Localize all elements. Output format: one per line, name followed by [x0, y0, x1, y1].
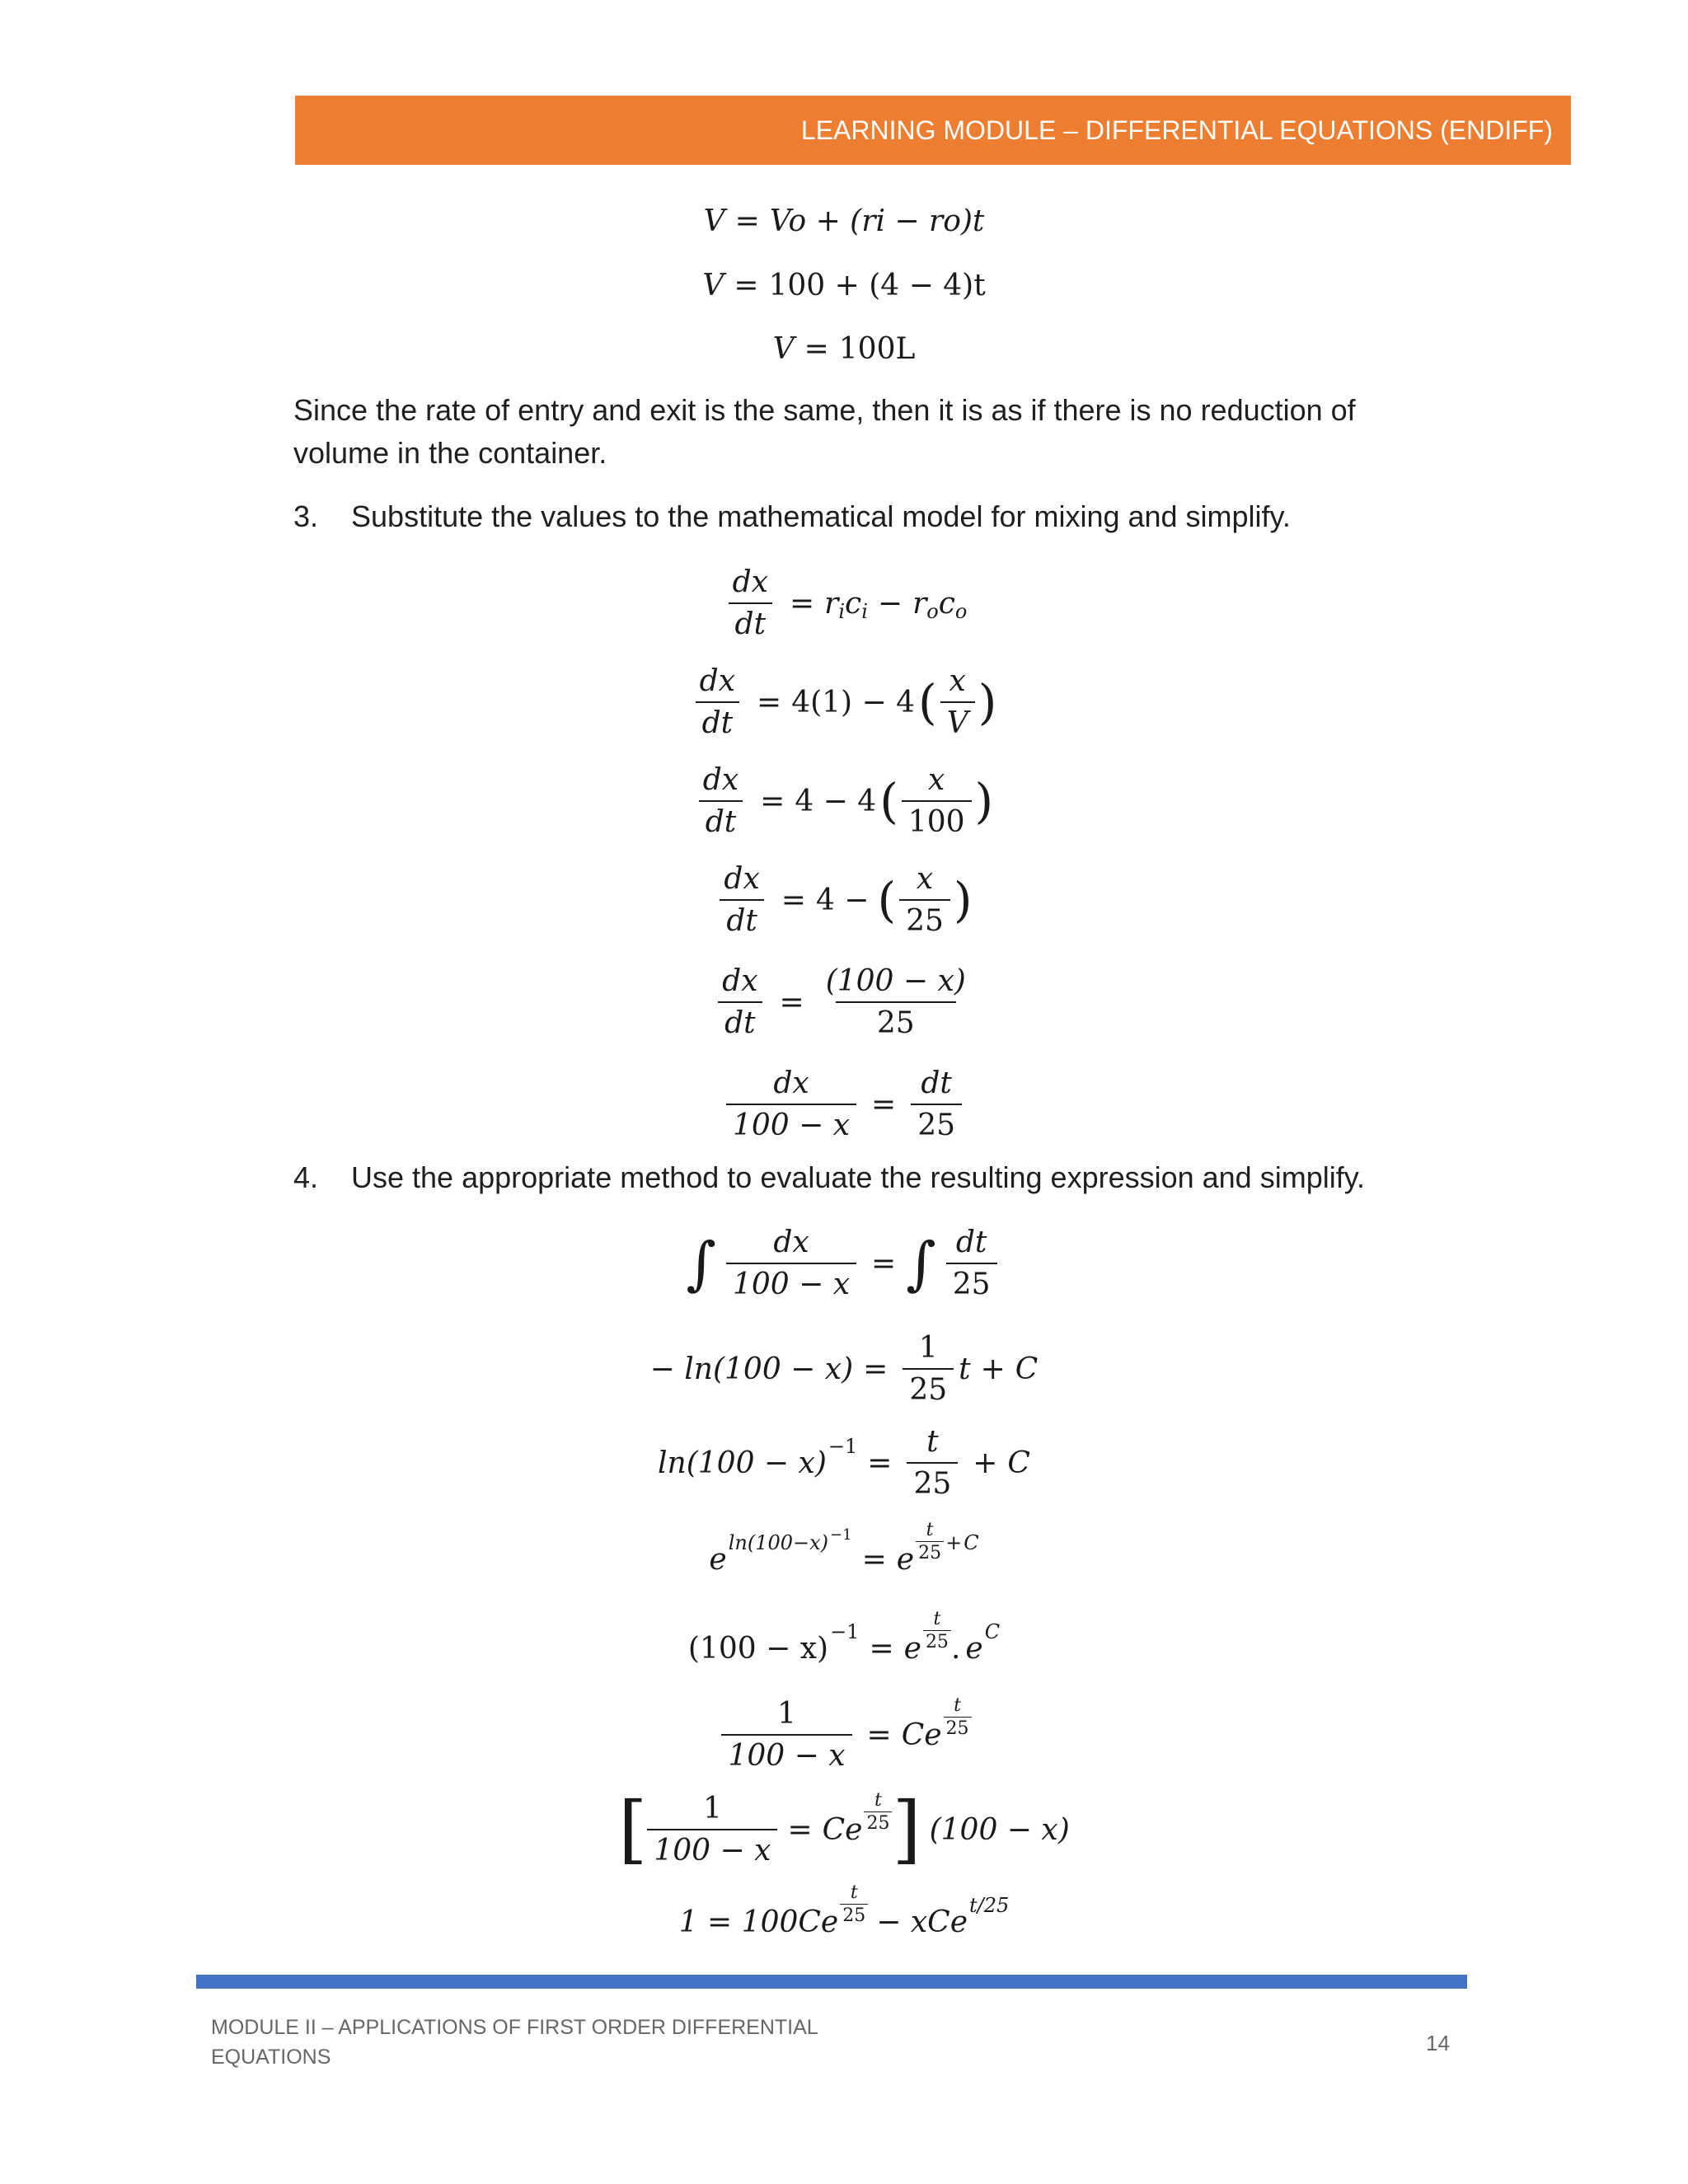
fraction: [696, 763, 745, 839]
denominator: 25: [903, 1368, 954, 1407]
eq-lhs: V: [702, 268, 724, 302]
multiplier: (100 − x): [929, 1812, 1070, 1847]
numerator: dx: [702, 763, 739, 797]
paren: ): [953, 872, 973, 928]
denominator: 25: [899, 899, 950, 938]
numerator: 1: [777, 1697, 796, 1731]
eq-rhs: 100 + (4 − 4)t: [768, 268, 986, 302]
equals-sign: =: [779, 985, 804, 1019]
mixing-eq-1: [0, 562, 1688, 644]
equals-sign: =: [866, 1718, 892, 1752]
numerator: t: [933, 1608, 941, 1629]
denominator: dt: [696, 701, 740, 740]
denominator: 100 − x: [726, 1104, 856, 1142]
denominator: 100 − x: [721, 1734, 851, 1773]
numerator: dt: [921, 1066, 952, 1100]
denominator: 100: [902, 800, 972, 839]
equals-sign: =: [804, 331, 829, 366]
euler-e: e: [709, 1542, 727, 1577]
dot-symbol: .: [950, 1631, 961, 1666]
denominator: 25: [923, 1630, 951, 1652]
paren: ): [974, 773, 994, 829]
numerator: x: [928, 763, 945, 797]
volume-eq-1: [0, 198, 1688, 244]
denominator: dt: [720, 899, 764, 938]
solve-eq-5: [0, 1607, 1688, 1690]
paragraph-no-reduction: Since the rate of entry and exit is the same, then it is as if there is no reduction of volume in the container.: [293, 393, 1356, 470]
fraction: [721, 1697, 851, 1773]
equals-sign: =: [760, 784, 785, 818]
equals-sign: =: [861, 1542, 887, 1577]
eq-lhs: (100 − x): [687, 1631, 829, 1666]
mixing-eq-3: [0, 760, 1688, 842]
constant-symbol: C: [1015, 1352, 1039, 1386]
fraction: [911, 1066, 962, 1142]
constant-symbol: C: [901, 1718, 925, 1752]
numerator: dx: [722, 964, 758, 998]
fraction: [726, 1066, 856, 1142]
equals-sign: =: [734, 204, 760, 238]
conc-symbol: c: [845, 586, 862, 621]
exponent: t/25: [969, 1894, 1010, 1917]
fraction: [903, 1331, 954, 1407]
paren: (: [918, 674, 937, 730]
equals-sign: =: [871, 1246, 897, 1281]
euler-e: e: [924, 1718, 942, 1752]
equals-sign: =: [867, 1446, 893, 1480]
numerator: t: [926, 1519, 934, 1540]
eq-lhs: ln(100 − x): [658, 1446, 827, 1480]
solve-eq-7: [0, 1780, 1688, 1879]
equals-sign: =: [734, 268, 759, 302]
fraction: [717, 862, 766, 938]
fraction: [647, 1792, 777, 1868]
fraction: [899, 862, 950, 938]
exponent: C: [984, 1620, 1001, 1643]
fraction: [902, 763, 972, 839]
numerator: dx: [699, 664, 736, 698]
solve-eq-3: [0, 1418, 1688, 1508]
mixing-eq-4: [0, 859, 1688, 941]
eq-rhs: Vo + (ri − ro)t: [769, 204, 985, 238]
numerator: x: [949, 664, 966, 698]
bracket: ]: [892, 1786, 921, 1872]
paren: (: [879, 773, 898, 829]
euler-e: e: [965, 1631, 983, 1666]
paren: (: [877, 872, 897, 928]
equals-sign: =: [781, 883, 806, 917]
equals-sign: =: [757, 685, 782, 719]
eq-lhs: V: [772, 331, 795, 366]
fraction: [907, 1425, 958, 1501]
mixing-eq-6: [0, 1063, 1688, 1146]
rate-symbol: r: [912, 586, 927, 621]
denominator: 25: [840, 1904, 868, 1926]
subscript: i: [838, 600, 846, 623]
denominator: 25: [911, 1104, 962, 1142]
denominator: dt: [699, 800, 743, 839]
euler-e: e: [903, 1631, 921, 1666]
equals-sign: =: [871, 1087, 897, 1122]
mixing-eq-2: [0, 661, 1688, 743]
volume-eq-3: [0, 326, 1688, 372]
step-number: 3.: [293, 499, 319, 533]
subscript: o: [926, 600, 939, 623]
fraction: [726, 565, 775, 641]
numerator: dt: [955, 1226, 987, 1259]
denominator: 100 − x: [647, 1829, 777, 1868]
subscript: o: [954, 600, 968, 623]
numerator: t: [926, 1425, 939, 1459]
equals-sign: =: [787, 1812, 813, 1847]
eq-term: − xCe: [876, 1905, 968, 1939]
eq-lhs: − ln(100 − x): [649, 1352, 854, 1386]
t-symbol: t: [959, 1352, 971, 1386]
equals-sign: =: [789, 586, 815, 621]
paren: ): [978, 674, 997, 730]
header-bar: [295, 96, 1571, 165]
numerator: t: [874, 1789, 882, 1811]
numerator: dx: [732, 565, 768, 599]
denominator: 25: [836, 1001, 956, 1040]
denominator: dt: [729, 602, 773, 641]
mixing-eq-5: [0, 961, 1688, 1043]
rate-symbol: r: [824, 586, 839, 621]
denominator: 25: [907, 1462, 958, 1501]
fraction: [819, 964, 973, 1040]
solve-eq-8: [0, 1881, 1688, 1963]
denominator: 25: [944, 1717, 972, 1739]
denominator: dt: [718, 1001, 762, 1040]
numerator: dx: [773, 1066, 809, 1100]
denominator: 25: [916, 1541, 944, 1563]
page-number: 14: [1426, 2031, 1450, 2055]
eq-rhs: 4(1) − 4: [791, 685, 916, 719]
exponent-fraction: [944, 1695, 972, 1739]
plus-sign: +: [973, 1446, 998, 1480]
solve-eq-4: [0, 1518, 1688, 1601]
fraction: [940, 664, 975, 740]
numerator: x: [916, 862, 934, 896]
step-4: [293, 1160, 1365, 1195]
exponent-fraction: [864, 1790, 892, 1834]
exponent: ln(100−x): [728, 1531, 829, 1554]
numerator: dx: [724, 862, 760, 896]
numerator: (100 − x): [825, 964, 966, 998]
bracket: [: [618, 1786, 648, 1872]
integral-sign: ∫: [906, 1230, 936, 1297]
footer-rule: [196, 1975, 1467, 1989]
numerator: 1: [918, 1331, 938, 1365]
eq-rhs: 4 −: [815, 883, 870, 917]
numerator: dx: [773, 1226, 809, 1259]
exponent: −1: [830, 1620, 860, 1643]
exponent-fraction: [923, 1609, 951, 1652]
eq-lhs: 1 = 100Ce: [678, 1905, 839, 1939]
header-title: LEARNING MODULE – DIFFERENTIAL EQUATIONS (ENDIFF): [800, 115, 1553, 145]
exponent-fraction: [840, 1882, 868, 1926]
fraction: [726, 1226, 856, 1301]
step-3: [293, 499, 1291, 534]
fraction: [693, 664, 742, 740]
plus-sign: +: [980, 1352, 1006, 1386]
constant-symbol: C: [822, 1812, 846, 1847]
exponent-fraction: [916, 1520, 944, 1563]
subscript: i: [861, 600, 868, 623]
eq-rhs: 100L: [838, 331, 916, 366]
integral-sign: ∫: [686, 1230, 716, 1297]
step-text: Use the appropriate method to evaluate the resulting expression and simplify.: [351, 1160, 1366, 1194]
denominator: 25: [864, 1811, 892, 1834]
exponent: −1: [828, 1435, 858, 1458]
denominator: 100 − x: [726, 1263, 856, 1301]
solve-eq-2: [0, 1324, 1688, 1414]
step-number: 4.: [293, 1160, 319, 1194]
equals-sign: =: [869, 1631, 894, 1666]
exponent: C: [964, 1531, 979, 1554]
numerator: 1: [702, 1792, 722, 1825]
exponent: −1: [830, 1526, 852, 1544]
numerator: t: [954, 1694, 961, 1716]
denominator: 25: [946, 1263, 997, 1301]
step-text: Substitute the values to the mathematical model for mixing and simplify.: [351, 499, 1291, 533]
fraction: [715, 964, 764, 1040]
numerator: t: [850, 1882, 858, 1903]
equals-sign: =: [863, 1352, 889, 1386]
eq-lhs: V: [703, 204, 725, 238]
exponent: +: [945, 1531, 963, 1554]
euler-e: e: [845, 1812, 863, 1847]
euler-e: e: [896, 1542, 915, 1577]
eq-rhs: 4 − 4: [795, 784, 877, 818]
footer-module-title: MODULE II – APPLICATIONS OF FIRST ORDER DIFFERENTIAL EQUATIONS: [211, 2016, 818, 2069]
denominator: V: [940, 701, 975, 740]
solve-eq-1: [0, 1218, 1688, 1309]
constant-symbol: C: [1007, 1446, 1030, 1480]
solve-eq-6: [0, 1690, 1688, 1780]
conc-symbol: c: [938, 586, 955, 621]
fraction: [946, 1226, 997, 1301]
volume-eq-2: [0, 262, 1688, 308]
minus-sign: −: [877, 586, 903, 621]
